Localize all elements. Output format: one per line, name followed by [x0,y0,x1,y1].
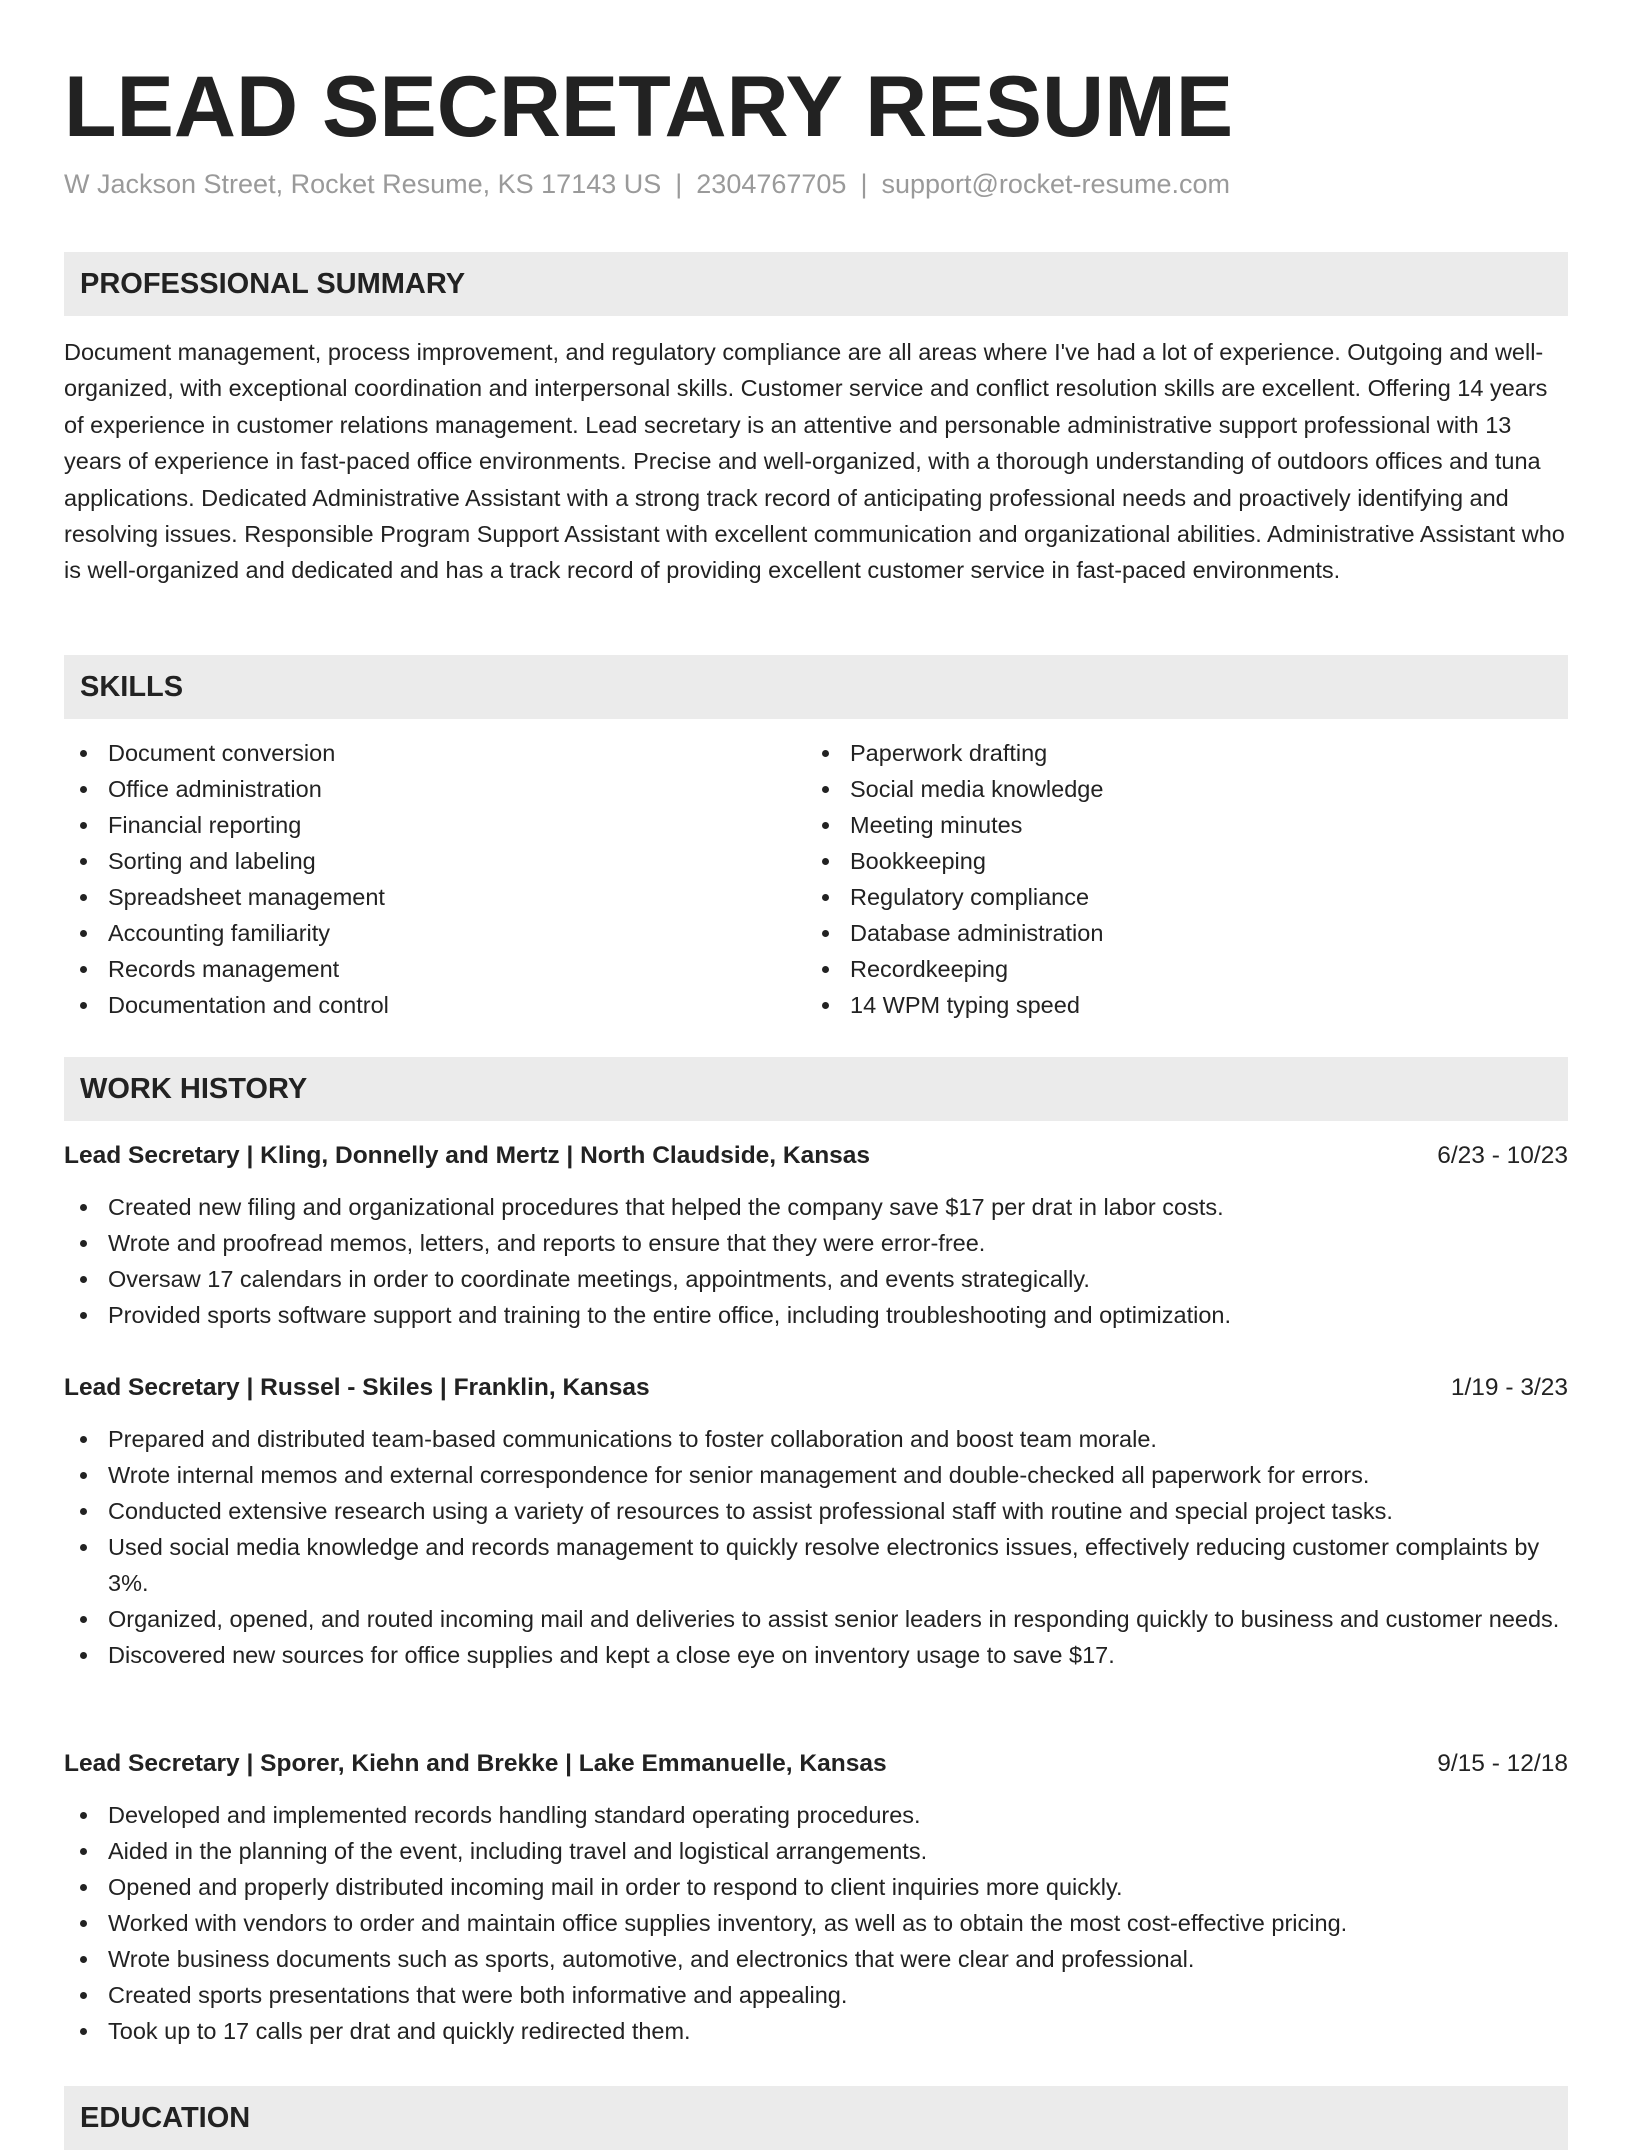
contact-separator: | [675,169,683,199]
resume-title: LEAD SECRETARY RESUME [64,59,1234,155]
skill-item: Document conversion [64,735,764,771]
education-heading: EDUCATION [80,2102,251,2134]
job-duty-item: Wrote and proofread memos, letters, and reports to ensure that they were error-free. [64,1225,1568,1261]
job-duty-item: Used social media knowledge and records management to quickly resolve electronics issues, effectively reducing customer complaints by 3%. [64,1529,1568,1601]
contact-address: W Jackson Street, Rocket Resume, KS 17143 US [64,169,662,199]
skill-item: Social media knowledge [806,771,1506,807]
job-entry [64,1136,1568,1333]
job-duty-item: Took up to 17 calls per drat and quickly redirected them. [64,2013,1568,2049]
job-duty-item: Discovered new sources for office supplies and kept a close eye on inventory usage to save $17. [64,1637,1568,1673]
skill-item: Records management [64,951,764,987]
skill-item: Paperwork drafting [806,735,1506,771]
job-duty-item: Worked with vendors to order and maintain office supplies inventory, as well as to obtain the most cost-effective pricing. [64,1905,1568,1941]
work-heading: WORK HISTORY [80,1073,308,1105]
job-header [64,1136,1568,1176]
education-section-header [64,2086,1568,2150]
job-duty-item: Provided sports software support and training to the entire office, including troubleshooting and optimization. [64,1297,1568,1333]
job-duty-item: Developed and implemented records handling standard operating procedures. [64,1797,1568,1833]
job-duty-item: Opened and properly distributed incoming mail in order to respond to client inquiries more quickly. [64,1869,1568,1905]
skill-item: Meeting minutes [806,807,1506,843]
skills-heading: SKILLS [80,671,184,703]
work-section-header [64,1057,1568,1121]
skill-item: 14 WPM typing speed [806,987,1506,1023]
job-header [64,1744,1568,1784]
job-duty-item: Oversaw 17 calendars in order to coordinate meetings, appointments, and events strategically. [64,1261,1568,1297]
job-entry [64,1744,1568,2049]
contact-line [64,166,1230,202]
job-title: Lead Secretary | Kling, Donnelly and Mertz | North Claudside, Kansas [64,1142,871,1169]
job-duty-item: Wrote internal memos and external correspondence for senior management and double-checked all paperwork for errors. [64,1457,1568,1493]
skill-item: Recordkeeping [806,951,1506,987]
job-entry [64,1368,1568,1673]
job-dates: 9/15 - 12/18 [1437,1750,1568,1777]
job-duty-item: Created sports presentations that were both informative and appealing. [64,1977,1568,2013]
skill-item: Financial reporting [64,807,764,843]
job-duty-item: Wrote business documents such as sports, automotive, and electronics that were clear and professional. [64,1941,1568,1977]
skill-item: Bookkeeping [806,843,1506,879]
job-duty-item: Conducted extensive research using a variety of resources to assist professional staff with routine and special project tasks. [64,1493,1568,1529]
skills-column-left [64,735,764,1023]
job-duties [64,1421,1568,1673]
skill-item: Documentation and control [64,987,764,1023]
job-duty-item: Prepared and distributed team-based communications to foster collaboration and boost team morale. [64,1421,1568,1457]
skill-item: Sorting and labeling [64,843,764,879]
summary-text: Document management, process improvement, and regulatory compliance are all areas where I've had a lot of experience. Outgoing and well-organized, with exceptional coordination and interpersonal skills. Customer service and conflict resolution skills are excellent. Offering 14 years of experience in customer relations management. Lead secretary is an attentive and personable administrative support professional with 13 years of experience in fast-paced office environments. Precise and well-organized, with a thorough understanding of outdoors offices and tuna applications. Dedicated Administrative Assistant with a strong track record of anticipating professional needs and proactively identifying and resolving issues. Responsible Program Support Assistant with excellent communication and organizational abilities. Administrative Assistant who is well-organized and dedicated and has a track record of providing excellent customer service in fast-paced environments. [64,339,1565,584]
contact-separator: | [860,169,868,199]
skill-item: Accounting familiarity [64,915,764,951]
summary-heading: PROFESSIONAL SUMMARY [80,268,466,300]
skill-item: Regulatory compliance [806,879,1506,915]
skills-section-header [64,655,1568,719]
skill-item: Database administration [806,915,1506,951]
job-title: Lead Secretary | Russel - Skiles | Franklin, Kansas [64,1374,650,1401]
skill-item: Spreadsheet management [64,879,764,915]
contact-phone: 2304767705 [696,169,847,199]
job-duties [64,1189,1568,1333]
skills-column-right [806,735,1506,1023]
job-duty-item: Created new filing and organizational procedures that helped the company save $17 per drat in labor costs. [64,1189,1568,1225]
job-duty-item: Aided in the planning of the event, including travel and logistical arrangements. [64,1833,1568,1869]
job-duty-item: Organized, opened, and routed incoming mail and deliveries to assist senior leaders in responding quickly to business and customer needs. [64,1601,1568,1637]
job-header [64,1368,1568,1408]
job-duties [64,1797,1568,2049]
job-dates: 6/23 - 10/23 [1437,1142,1568,1169]
skill-item: Office administration [64,771,764,807]
contact-email: support@rocket-resume.com [881,169,1230,199]
job-dates: 1/19 - 3/23 [1450,1374,1568,1401]
summary-section-header [64,252,1568,316]
job-title: Lead Secretary | Sporer, Kiehn and Brekke | Lake Emmanuelle, Kansas [64,1750,887,1777]
